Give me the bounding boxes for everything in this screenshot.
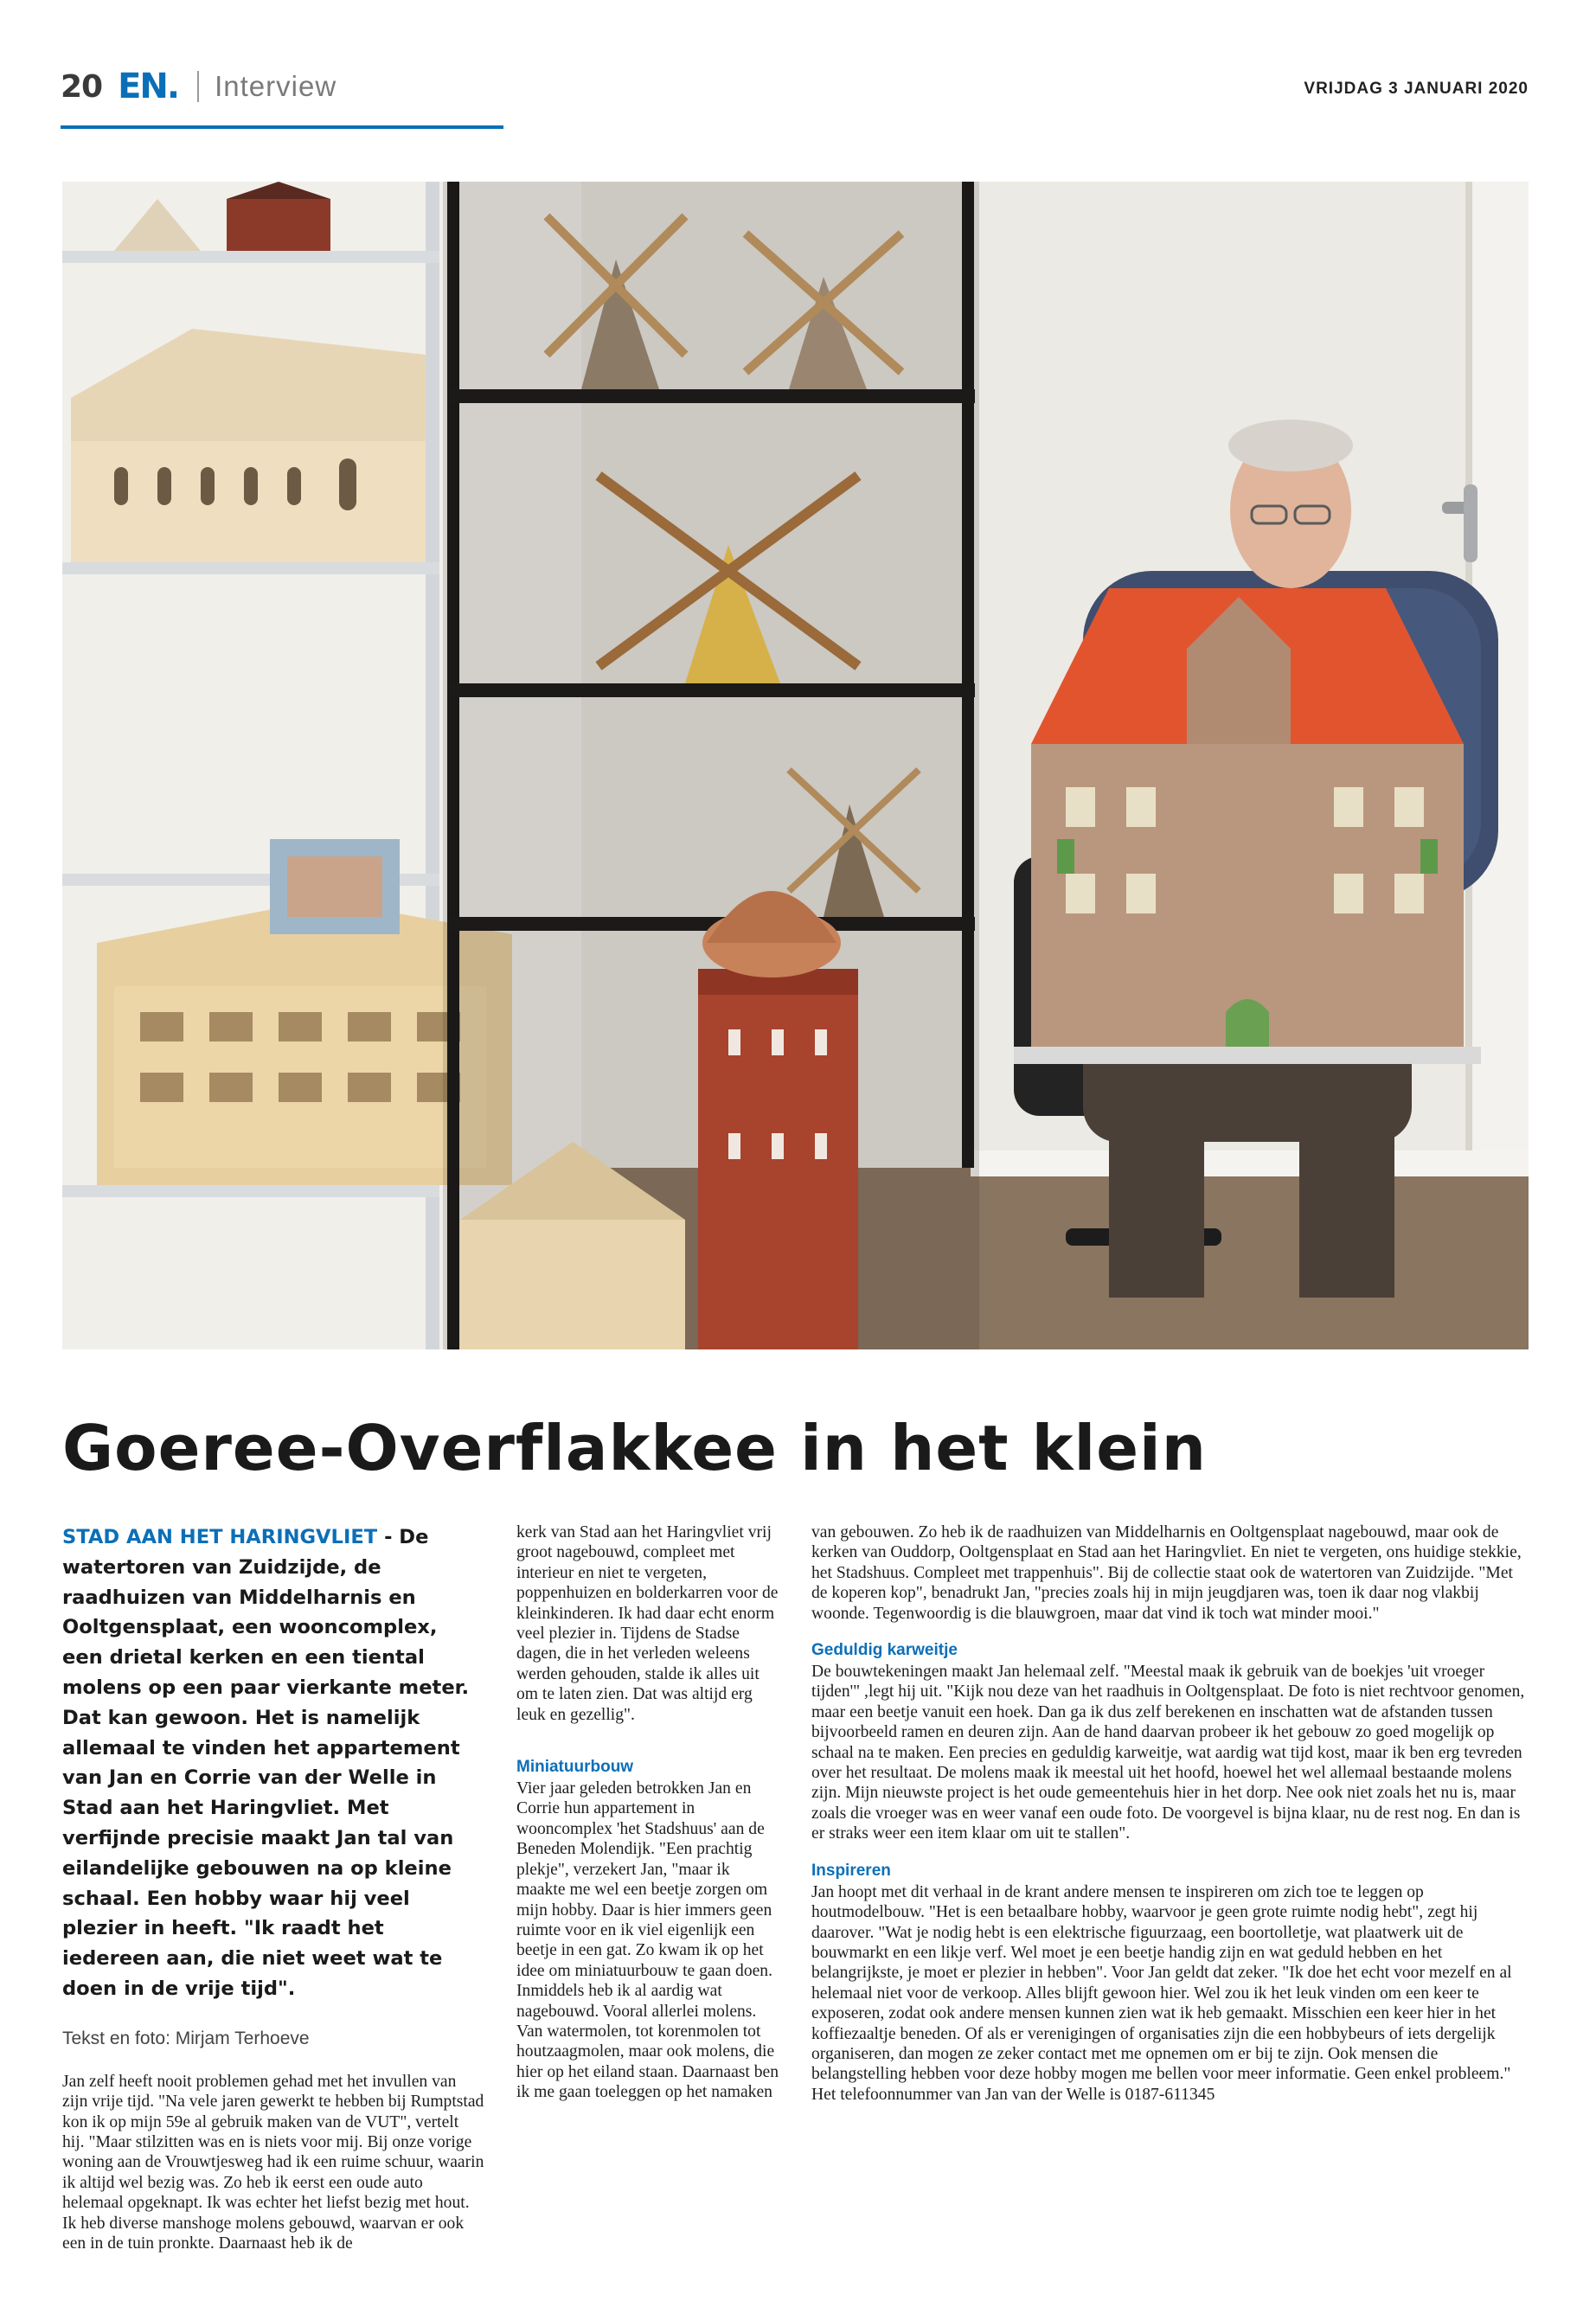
headline: Goeree-Overflakkee in het klein bbox=[62, 1412, 1207, 1484]
body-paragraph: Jan hoopt met dit verhaal in de krant andere mensen te inspireren om zich toe te leggen op houtmodelbouw. "Het is een betaalbare hobby, waarvoor je geen grote ruimte nodig hebt", zegt hij daarover. "Wat je nodig hebt is een elektrische figuurzaag, een boortolletje, wat plaatwerk uit de bouwmarkt en een likje verf. Wel moet je een beetje handig zijn en wat geduld hebben en het belangrijkste, je moet er plezier in hebben". Voor Jan geldt dat zeker. "Ik doe het echt voor mezelf en al helemaal niet voor de verkoop. Alles blijft gewoon hier. Wel zou ik het leuk vinden om een keer te exposeren, zodat ook andere mensen kunnen zien wat ik heb gemaakt. Misschien een keer hier in het koffiezaaltje beneden. Of als er verenigingen of organisaties zijn die een hobbybeurs of iets dergelijk organiseren, dan mogen ze zeker contact met me opnemen om er bij te zijn. Ook mensen die belangstelling hebben voor deze hobby mogen me bellen voor meer informatie. Geen enkel probleem." Het telefoonnummer van Jan van der Welle is 0187-611345 bbox=[811, 1882, 1512, 2104]
en-logo: EN. bbox=[118, 67, 179, 106]
column-3 bbox=[811, 1522, 1529, 2105]
subhead-miniatuurbouw: Miniatuurbouw bbox=[516, 1758, 634, 1777]
byline: Tekst en foto: Mirjam Terhoeve bbox=[62, 2028, 310, 2048]
subhead-geduldig-karweitje: Geduldig karweitje bbox=[811, 1641, 958, 1660]
body-paragraph: van gebouwen. Zo heb ik de raadhuizen van Middelharnis en Ooltgensplaat nagebouwd, maar ook de kerken van Ouddorp, Ooltgensplaat en Stad aan het Haringvliet. En niet te vergeten, ons huidige stekkie, het Stadshuus. Compleet met trappenhuis". Bij de collectie staat ook de watertoren van Zuidzijde. "Met de koperen kop", benadrukt Jan, "precies zoals hij in mijn jeugdjaren was, toen ik daar nog vlakbij woonde. Tegenwoordig is die blauwgroen, maar dat vind ik toch wat minder mooi." bbox=[811, 1523, 1522, 1623]
column-1 bbox=[62, 1522, 484, 2253]
page-number: 20 bbox=[61, 68, 103, 105]
masthead-divider bbox=[197, 71, 199, 102]
body-paragraph: Jan zelf heeft nooit problemen gehad met het invullen van zijn vrije tijd. "Na vele jaren gewerkt te hebben bij Rumptstad kon ik op mijn 59e al gebruik maken van de VUT", vertelt hij. "Maar stilzitten was en is niets voor mij. Bij onze vorige woning aan de Vrouwtjesweg had ik een ruime schuur, waarin ik altijd wel bezig was. Zo heb ik eerst een oude auto helemaal opgeknapt. Ik was echter het liefst bezig met hout. Ik heb diverse manshoge molens gebouwd, waarvan er ook een in de tuin pronkte. Daarnaast heb ik de bbox=[62, 2072, 484, 2253]
masthead bbox=[61, 65, 337, 108]
subhead-inspireren: Inspireren bbox=[811, 1861, 891, 1880]
body-paragraph: De bouwtekeningen maakt Jan helemaal zelf. "Meestal maak ik gebruik van de boekjes 'uit vroeger tijden'" ,legt hij uit. "Kijk nou deze van het raadhuis in Ooltgensplaat. De foto is niet rechtvoor genomen, maar een beetje vanuit een hoek. Dan ga ik dus zelf berekenen en inschatten wat de afstanden tussen bijvoorbeeld ramen en deuren zijn. Aan de hand daarvan probeer ik het gebouw zo goed mogelijk op schaal na te maken. Een precies en geduldig karweitje, wat aardig wat tijd kost, maar ik ben erg tevreden over het resultaat. De molens maak ik meestal uit het hoofd, hoewel het wel allemaal bestaande molens zijn. Mijn nieuwste project is het oude gemeentehuis hier in het dorp. Nee ook niet zoals het nu is, maar zoals die vroeger was en weer vanaf een oude foto. De voorgevel is bijna klaar, nu de rest nog. En dan is er straks weer een item klaar om uit te stallen". bbox=[811, 1663, 1525, 1843]
lead-paragraph bbox=[62, 1522, 484, 2004]
lead-dateline: STAD AAN HET HARINGVLIET bbox=[62, 1526, 378, 1548]
lead-text: - De watertoren van Zuidzijde, de raadhuizen van Middelharnis en Ooltgensplaat, een wooncomplex, een drietal kerken en een tiental molens op een paar vierkante meter. Dat kan gewoon. Het is namelijk allemaal te vinden het appartement van Jan en Corrie van der Welle in Stad aan het Haringvliet. Met verfijnde precisie maakt Jan tal van eilandelijke gebouwen na op kleine schaal. Een hobby waar hij veel plezier in heeft. "Ik raadt het iedereen aan, die niet weet wat te doen in de vrije tijd". bbox=[62, 1526, 470, 2000]
body-paragraph: Vier jaar geleden betrokken Jan en Corrie hun appartement in wooncomplex 'het Stadshuus' aan de Beneden Molendijk. "Een prachtig plekje", verzekert Jan, "maar ik maakte me wel een beetje zorgen om mijn hobby. Daar is hier immers geen ruimte voor en ik viel eigenlijk een beetje in een gat. Zo kwam ik op het idee om miniatuurbouw te gaan doen. Inmiddels heb ik al aardig wat nagebouwd. Vooral allerlei molens. Van watermolen, tot korenmolen tot houtzaagmolen, maar ook molens, die hier op het eiland staan. Daarnaast ben ik me gaan toeleggen op het namaken bbox=[516, 1779, 779, 2102]
masthead-rule bbox=[61, 125, 503, 129]
issue-date: VRIJDAG 3 JANUARI 2020 bbox=[1304, 80, 1529, 98]
column-2 bbox=[516, 1522, 783, 2103]
article-photo bbox=[62, 182, 1529, 1349]
body-paragraph: kerk van Stad aan het Haringvliet vrij groot nagebouwd, compleet met interieur en niet te vergeten, poppenhuizen en bolderkarren voor de kleinkinderen. Ik had daar echt enorm veel plezier in. Tijdens de Stadse dagen, die in het verleden weleens werden gehouden, stalde ik alles uit om te laten zien. Dat was altijd erg leuk en gezellig". bbox=[516, 1523, 779, 1724]
section-label: Interview bbox=[215, 70, 337, 102]
